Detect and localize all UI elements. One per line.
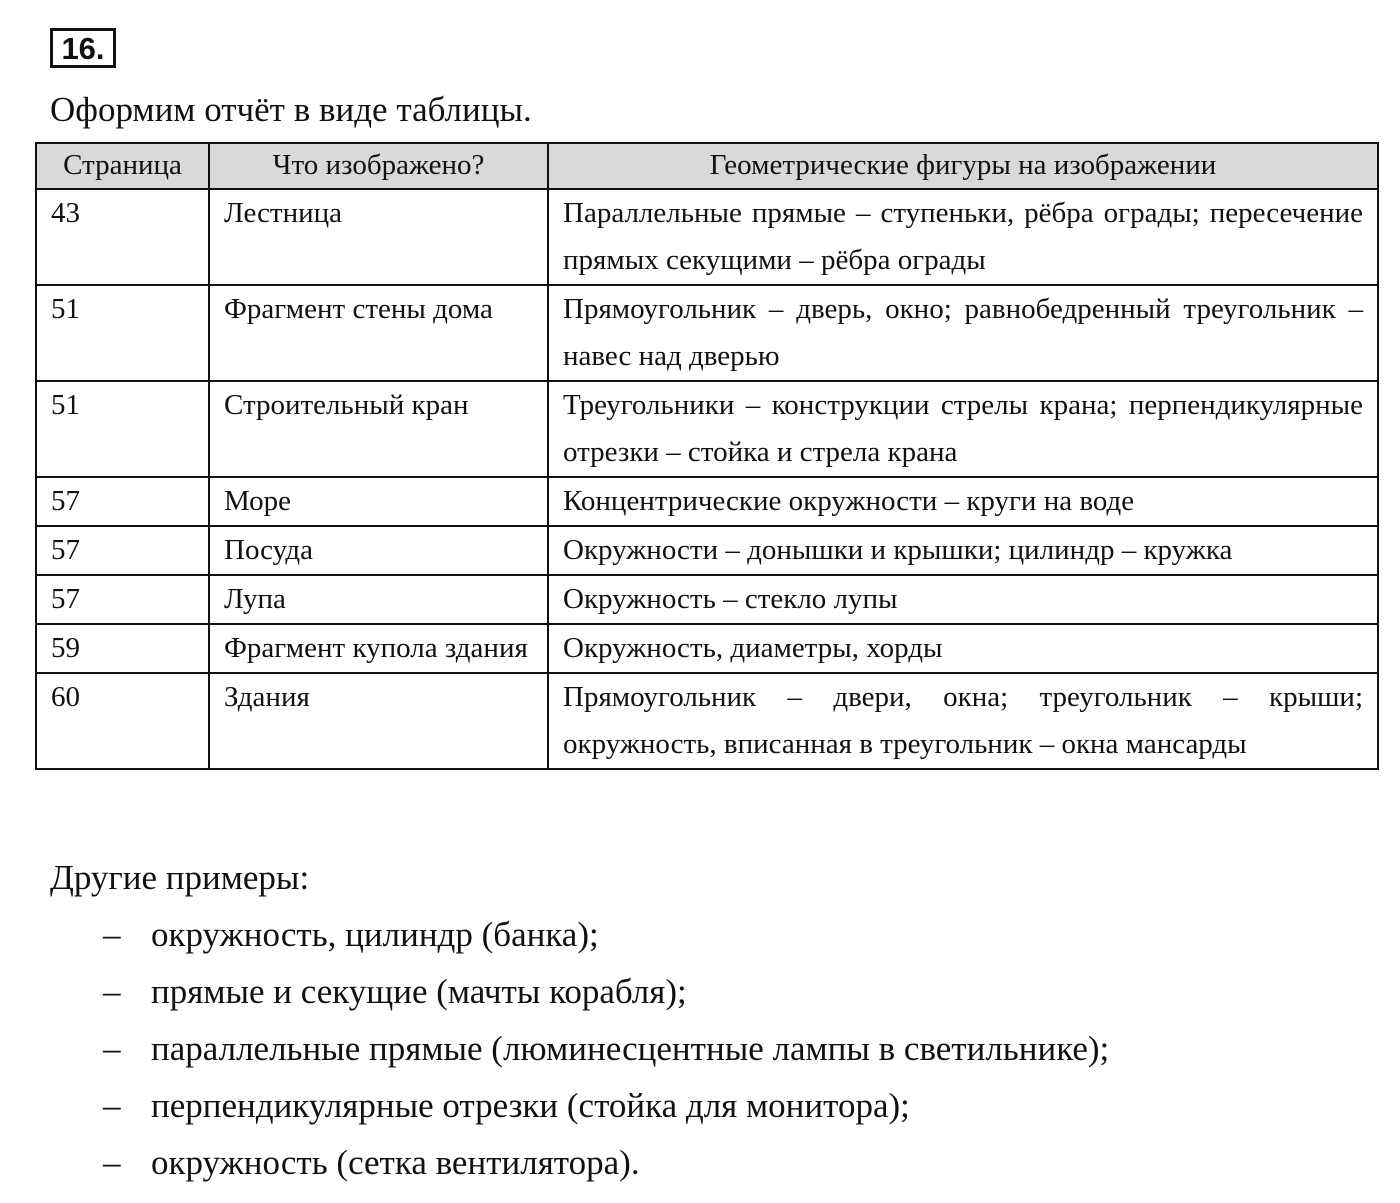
table-row <box>36 624 1378 673</box>
dash-bullet: – <box>103 972 121 1011</box>
table-row <box>36 673 1378 769</box>
cell-what: Посуда <box>209 526 548 575</box>
cell-what: Лестница <box>209 189 548 285</box>
header-page: Страница <box>36 143 209 189</box>
cell-what: Фрагмент стены дома <box>209 285 548 381</box>
cell-what: Лупа <box>209 575 548 624</box>
task-number-box: 16. <box>50 28 116 68</box>
cell-figures: Окружности – донышки и крышки; цилиндр – кружка <box>548 526 1378 575</box>
table-row <box>36 381 1378 477</box>
cell-figures: Параллельные прямые – ступеньки, рёбра ограды; пересечение прямых секущими – рёбра ограды <box>548 189 1378 285</box>
cell-figures: Прямоугольник – двери, окна; треугольник – крыши; окружность, вписанная в треугольник – окна мансарды <box>548 673 1378 769</box>
dash-bullet: – <box>103 1029 121 1068</box>
cell-page: 57 <box>36 575 209 624</box>
cell-what: Море <box>209 477 548 526</box>
table-row <box>36 285 1378 381</box>
cell-page: 57 <box>36 477 209 526</box>
cell-what: Здания <box>209 673 548 769</box>
list-item-text: окружность (сетка вентилятора). <box>151 1143 640 1182</box>
cell-page: 60 <box>36 673 209 769</box>
cell-page: 43 <box>36 189 209 285</box>
table-row <box>36 575 1378 624</box>
intro-text: Оформим отчёт в виде таблицы. <box>50 90 532 129</box>
list-item-text: прямые и секущие (мачты корабля); <box>151 972 687 1011</box>
list-item-text: параллельные прямые (люминесцентные лампы в светильнике); <box>151 1029 1110 1068</box>
table-row <box>36 526 1378 575</box>
other-examples-heading: Другие примеры: <box>50 858 310 897</box>
dash-bullet: – <box>103 1143 121 1182</box>
cell-figures: Концентрические окружности – круги на воде <box>548 477 1378 526</box>
header-figures: Геометрические фигуры на изображении <box>548 143 1378 189</box>
cell-figures: Окружность, диаметры, хорды <box>548 624 1378 673</box>
cell-what: Строительный кран <box>209 381 548 477</box>
list-item-text: окружность, цилиндр (банка); <box>151 915 599 954</box>
cell-figures: Окружность – стекло лупы <box>548 575 1378 624</box>
table-row <box>36 477 1378 526</box>
report-table <box>35 142 1379 770</box>
cell-page: 51 <box>36 285 209 381</box>
table-header-row <box>36 143 1378 189</box>
dash-bullet: – <box>103 915 121 954</box>
cell-page: 57 <box>36 526 209 575</box>
list-item-text: перпендикулярные отрезки (стойка для монитора); <box>151 1086 910 1125</box>
table-row <box>36 189 1378 285</box>
cell-what: Фрагмент купола здания <box>209 624 548 673</box>
dash-bullet: – <box>103 1086 121 1125</box>
cell-figures: Прямоугольник – дверь, окно; равнобедренный треугольник – навес над дверью <box>548 285 1378 381</box>
cell-page: 51 <box>36 381 209 477</box>
cell-figures: Треугольники – конструкции стрелы крана; перпендикулярные отрезки – стойка и стрела крана <box>548 381 1378 477</box>
cell-page: 59 <box>36 624 209 673</box>
header-what: Что изображено? <box>209 143 548 189</box>
